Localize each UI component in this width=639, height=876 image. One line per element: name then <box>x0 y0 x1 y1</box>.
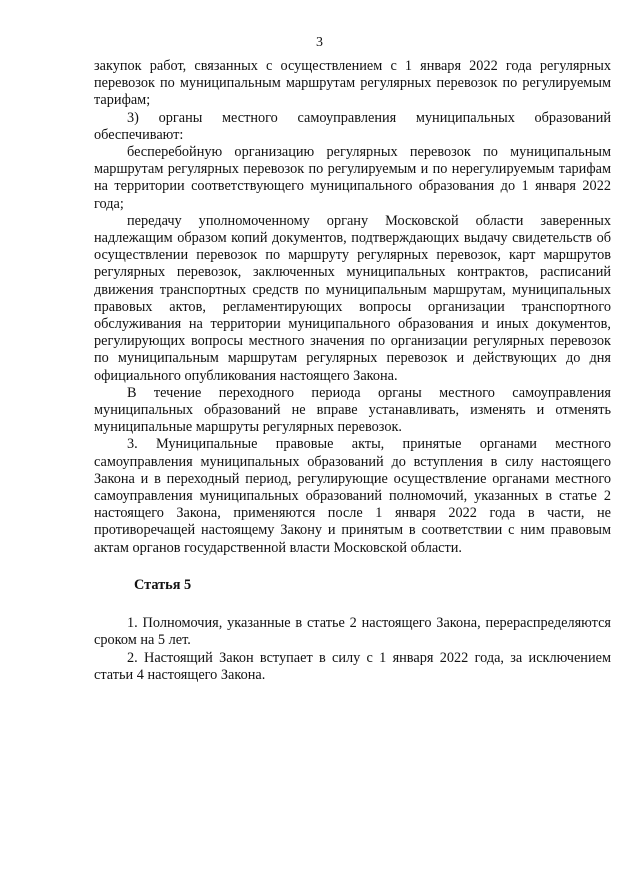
document-body <box>94 58 611 684</box>
paragraph: 3. Муниципальные правовые акты, принятые органами местного самоуправления муниципальных образований до вступления в силу настоящего Закона и в переходный период, регулирующие осуществление органами местного самоуправления муниципальных образований полномочий, указанных в статье 2 настоящего Закона, применяются после 1 января 2022 года в части, не противоречащей настоящему Закону и принятым в соответствии с ним правовым актам органов государственной власти Московской области. <box>94 436 611 556</box>
paragraph: бесперебойную организацию регулярных перевозок по муниципальным маршрутам регулярных перевозок по регулируемым и по нерегулируемым тарифам на территории соответствующего муниципального образования до 1 января 2022 года; <box>94 144 611 212</box>
paragraph: закупок работ, связанных с осуществлением с 1 января 2022 года регулярных перевозок по муниципальным маршрутам регулярных перевозок по регулируемым тарифам; <box>94 58 611 109</box>
page-number: 3 <box>316 35 323 50</box>
paragraph: передачу уполномоченному органу Московской области заверенных надлежащим образом копий документов, подтверждающих выдачу свидетельств об осуществлении перевозок по маршруту регулярных перевозок, карт маршрутов регулярных перевозок, заключенных муниципальных контрактов, расписаний движения транспортных средств по муниципальным маршрутам, муниципальных правовых актов, регламентирующих вопросы организации транспортного обслуживания на территории муниципального образования и иных документов, регулирующих вопросы местного значения по организации регулярных перевозок по муниципальным маршрутам регулярных перевозок и действующих до дня официального опубликования настоящего Закона. <box>94 212 611 384</box>
paragraph: 3) органы местного самоуправления муниципальных образований обеспечивают: <box>94 109 611 143</box>
paragraph: 2. Настоящий Закон вступает в силу с 1 января 2022 года, за исключением статьи 4 настоящего Закона. <box>94 649 611 683</box>
article-heading: Статья 5 <box>134 576 192 593</box>
paragraph: В течение переходного периода органы местного самоуправления муниципальных образований не вправе устанавливать, изменять и отменять муниципальные маршруты регулярных перевозок. <box>94 384 611 436</box>
paragraph: 1. Полномочия, указанные в статье 2 настоящего Закона, перераспределяются сроком на 5 лет. <box>94 615 611 649</box>
